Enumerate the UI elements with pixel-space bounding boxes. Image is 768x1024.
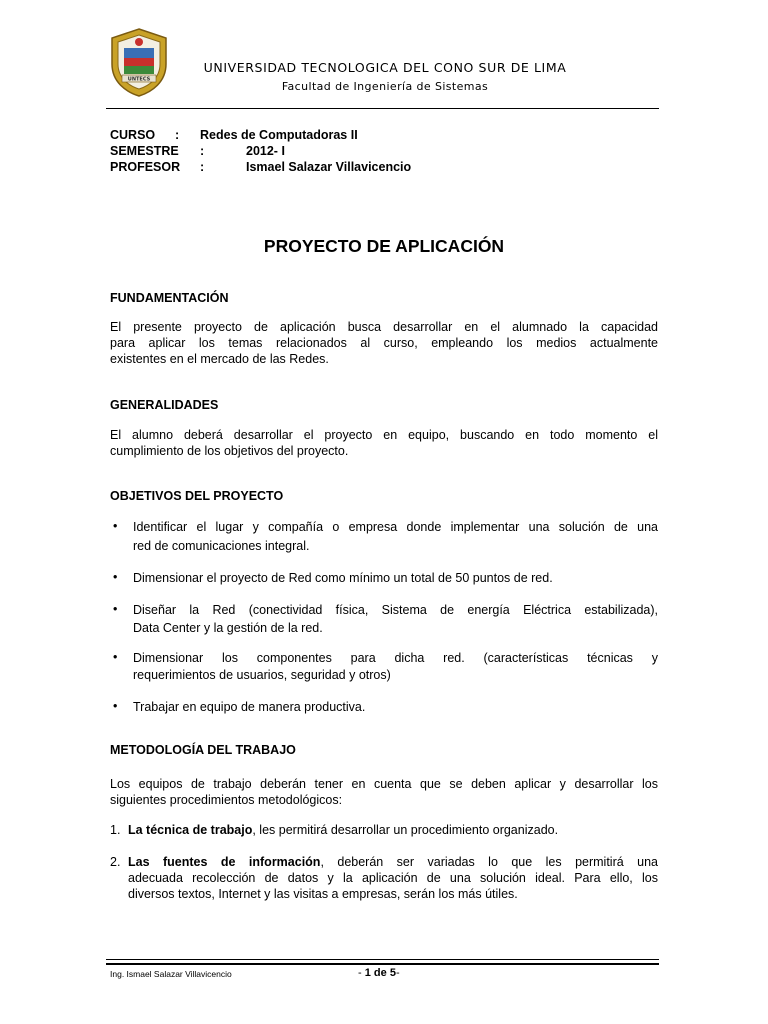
professor-sep: : [200, 160, 205, 174]
step-2-line-2: adecuada recolección de datos y la aplicación de una solución ideal. Para ello, los [128, 871, 658, 885]
objetivos-heading: OBJETIVOS DEL PROYECTO [110, 489, 284, 503]
objetivo-1-line-2: red de comunicaciones integral. [133, 539, 310, 553]
step-2-number: 2. [110, 855, 121, 869]
bullet-5: • [113, 699, 118, 713]
semester-value: 2012- I [246, 144, 285, 158]
semester-sep: : [200, 144, 205, 158]
page-total: 5 [389, 967, 396, 979]
step-2-line-3: diversos textos, Internet y las visitas a empresas, serán los más útiles. [128, 887, 518, 901]
page-current: 1 [364, 967, 371, 979]
header-divider [106, 108, 659, 109]
university-name: UNIVERSIDAD TECNOLOGICA DEL CONO SUR DE LIMA [203, 60, 567, 75]
course-value: Redes de Computadoras II [200, 128, 358, 142]
bullet-4: • [113, 650, 118, 664]
objetivo-4-line-2: requerimientos de usuarios, seguridad y otros) [133, 668, 391, 682]
professor-label: PROFESOR [110, 160, 181, 174]
bullet-1: • [113, 519, 118, 533]
step-2-rest: , deberán ser variadas lo que les permitirá una [320, 855, 658, 869]
metodologia-heading: METODOLOGÍA DEL TRABAJO [110, 743, 296, 757]
step-1-rest: , les permitirá desarrollar un procedimiento organizado. [252, 823, 559, 837]
bullet-3: • [113, 602, 118, 616]
objetivo-4-line-1: Dimensionar los componentes para dicha red. (características técnicas y [133, 651, 658, 665]
footer-divider-thick [106, 963, 659, 965]
course-sep: : [175, 128, 180, 142]
step-1-lead: La técnica de trabajo [128, 823, 253, 837]
faculty-name: Facultad de Ingeniería de Sistemas [281, 80, 489, 93]
step-2-text [128, 855, 658, 870]
objetivo-3-line-2: Data Center y la gestión de la red. [133, 621, 323, 635]
fundamentacion-heading: FUNDAMENTACIÓN [110, 291, 229, 305]
semester-label: SEMESTRE [110, 144, 179, 158]
bullet-2: • [113, 570, 118, 584]
metodologia-intro-line-2: siguientes procedimientos metodológicos: [110, 793, 343, 807]
objetivo-3-line-1: Diseñar la Red (conectividad física, Sistema de energía Eléctrica estabilizada), [133, 603, 658, 617]
professor-value: Ismael Salazar Villavicencio [246, 160, 412, 174]
course-label: CURSO [110, 128, 156, 142]
fundamentacion-line-3: existentes en el mercado de las Redes. [110, 352, 329, 366]
objetivo-1-line-1: Identificar el lugar y compañía o empresa donde implementar una solución de una [133, 520, 658, 534]
fundamentacion-line-2: para aplicar los temas relacionados al curso, empleando los medios actualmente [110, 336, 658, 350]
university-crest-logo [106, 26, 172, 98]
fundamentacion-line-1: El presente proyecto de aplicación busca desarrollar en el alumnado la capacidad [110, 320, 658, 334]
page-number: - 1 de 5- [358, 967, 400, 979]
metodologia-intro-line-1: Los equipos de trabajo deberán tener en cuenta que se deben aplicar y desarrollar los [110, 777, 658, 791]
step-1-number: 1. [110, 823, 121, 837]
generalidades-heading: GENERALIDADES [110, 398, 219, 412]
document-title: PROYECTO DE APLICACIÓN [263, 236, 505, 256]
generalidades-line-2: cumplimiento de los objetivos del proyecto. [110, 444, 349, 458]
objetivo-2-line-1: Dimensionar el proyecto de Red como mínimo un total de 50 puntos de red. [133, 571, 553, 585]
generalidades-line-1: El alumno deberá desarrollar el proyecto en equipo, buscando en todo momento el [110, 428, 658, 442]
step-2-lead: Las fuentes de información [128, 855, 321, 869]
footer-author: Ing. Ismael Salazar Villavicencio [110, 969, 232, 979]
objetivo-5-line-1: Trabajar en equipo de manera productiva. [133, 700, 366, 714]
step-1-text [128, 823, 658, 838]
crest-banner-text: UNTECS [127, 76, 151, 83]
footer-divider-thin [106, 959, 659, 960]
